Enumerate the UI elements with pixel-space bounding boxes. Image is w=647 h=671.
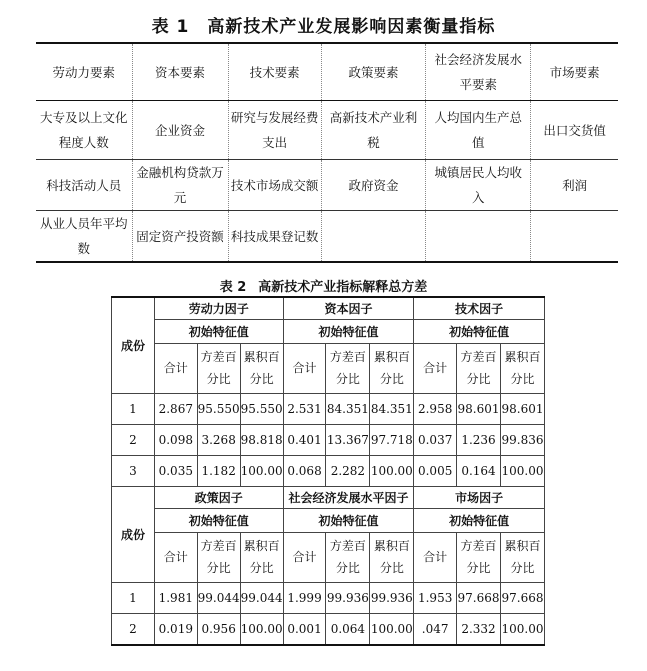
table1-header-cell: 技术要素 <box>228 43 321 101</box>
sub-header: 方差百分比 <box>326 532 370 582</box>
table2-subheader-row <box>112 532 545 582</box>
table1-title: 高新技术产业发展影响因素衡量指标 <box>207 17 496 37</box>
factor-header: 技术因子 <box>414 297 545 319</box>
table1 <box>36 42 618 263</box>
table2-cell: 0.037 <box>414 424 457 455</box>
factor-header: 劳动力因子 <box>154 297 283 319</box>
table1-caption <box>0 12 647 37</box>
table2-cell: 3.268 <box>197 424 240 455</box>
table2-cell: 0.035 <box>154 455 197 486</box>
table1-cell: 科技成果登记数 <box>228 211 321 263</box>
table1-cell: 出口交货值 <box>531 101 618 160</box>
table1-cell: 固定资产投资额 <box>132 211 228 263</box>
table1-number: 表 1 <box>151 17 190 37</box>
sub-header: 累积百分比 <box>370 343 414 393</box>
table2-cell: 1.236 <box>457 424 501 455</box>
table-row <box>36 160 618 211</box>
factor-header: 政策因子 <box>154 486 283 508</box>
table-row <box>36 211 618 263</box>
initial-eigen-header: 初始特征值 <box>154 319 283 343</box>
factor-header: 社会经济发展水平因子 <box>283 486 414 508</box>
table2-cell: 97.668 <box>500 582 544 613</box>
table1-cell: 政府资金 <box>321 160 426 211</box>
table2-cell: 1.981 <box>154 582 197 613</box>
table1-cell: 技术市场成交额 <box>228 160 321 211</box>
table2-cell: 1 <box>112 582 155 613</box>
sub-header: 合计 <box>154 343 197 393</box>
table2-cell: 0.064 <box>326 613 370 645</box>
table2-cell: 100.00 <box>500 613 544 645</box>
table1-header-row <box>36 43 618 101</box>
table1-header-cell: 市场要素 <box>531 43 618 101</box>
table1-cell <box>321 211 426 263</box>
table1-cell: 科技活动人员 <box>36 160 132 211</box>
table1-cell: 利润 <box>531 160 618 211</box>
component-label: 成份 <box>112 486 155 582</box>
table2-cell: 0.164 <box>457 455 501 486</box>
sub-header: 累积百分比 <box>240 532 283 582</box>
table2-subheader-row <box>112 343 545 393</box>
table-row <box>112 424 545 455</box>
table2-cell: 0.098 <box>154 424 197 455</box>
component-label: 成份 <box>112 297 155 393</box>
table2-cell: 100.00 <box>500 455 544 486</box>
sub-header: 累积百分比 <box>240 343 283 393</box>
table2-cell: 3 <box>112 455 155 486</box>
table2-cell: 99.936 <box>370 582 414 613</box>
table2-cell: 13.367 <box>326 424 370 455</box>
table2-cell: 1.999 <box>283 582 326 613</box>
initial-eigen-header: 初始特征值 <box>154 508 283 532</box>
table2-cell: 97.718 <box>370 424 414 455</box>
table2-cell: 100.00 <box>370 613 414 645</box>
table2-cell: .047 <box>414 613 457 645</box>
table2-factor-row <box>112 297 545 319</box>
table1-cell: 大专及以上文化程度人数 <box>36 101 132 160</box>
table2-cell: 100.00 <box>240 613 283 645</box>
table1-cell: 研究与发展经费支出 <box>228 101 321 160</box>
table-row <box>112 455 545 486</box>
table2-cell: 2.332 <box>457 613 501 645</box>
initial-eigen-header: 初始特征值 <box>283 508 414 532</box>
sub-header: 方差百分比 <box>197 343 240 393</box>
table2-cell: 0.956 <box>197 613 240 645</box>
table2-caption <box>0 276 647 295</box>
table1-cell <box>426 211 531 263</box>
sub-header: 累积百分比 <box>500 532 544 582</box>
table-row <box>112 393 545 424</box>
table2-cell: 98.601 <box>500 393 544 424</box>
factor-header: 资本因子 <box>283 297 414 319</box>
table2-cell: 1 <box>112 393 155 424</box>
sub-header: 合计 <box>154 532 197 582</box>
table1-cell: 城镇居民人均收入 <box>426 160 531 211</box>
table2-initial-row <box>112 508 545 532</box>
sub-header: 累积百分比 <box>370 532 414 582</box>
table2-cell: 0.401 <box>283 424 326 455</box>
table2-cell: 2 <box>112 613 155 645</box>
table-row <box>36 101 618 160</box>
table1-cell: 金融机构贷款万元 <box>132 160 228 211</box>
table2-cell: 0.005 <box>414 455 457 486</box>
table2-cell: 99.044 <box>197 582 240 613</box>
sub-header: 合计 <box>283 343 326 393</box>
sub-header: 方差百分比 <box>457 532 501 582</box>
table1-cell: 人均国内生产总值 <box>426 101 531 160</box>
table2-cell: 2.958 <box>414 393 457 424</box>
table-row <box>112 582 545 613</box>
sub-header: 合计 <box>414 343 457 393</box>
sub-header: 累积百分比 <box>500 343 544 393</box>
table1-header-cell: 劳动力要素 <box>36 43 132 101</box>
table2-cell: 99.044 <box>240 582 283 613</box>
table2-cell: 1.182 <box>197 455 240 486</box>
table2-cell: 95.550 <box>240 393 283 424</box>
table2-cell: 98.601 <box>457 393 501 424</box>
table1-cell: 从业人员年平均数 <box>36 211 132 263</box>
initial-eigen-header: 初始特征值 <box>414 508 545 532</box>
table1-cell <box>531 211 618 263</box>
table2-cell: 95.550 <box>197 393 240 424</box>
table2-number: 表 2 <box>219 280 247 295</box>
table2-cell: 2.282 <box>326 455 370 486</box>
initial-eigen-header: 初始特征值 <box>283 319 414 343</box>
sub-header: 方差百分比 <box>326 343 370 393</box>
table1-cell: 企业资金 <box>132 101 228 160</box>
sub-header: 方差百分比 <box>457 343 501 393</box>
table2-cell: 98.818 <box>240 424 283 455</box>
table1-header-cell: 资本要素 <box>132 43 228 101</box>
sub-header: 方差百分比 <box>197 532 240 582</box>
table2-cell: 100.00 <box>370 455 414 486</box>
initial-eigen-header: 初始特征值 <box>414 319 545 343</box>
sub-header: 合计 <box>283 532 326 582</box>
table2-cell: 100.00 <box>240 455 283 486</box>
table2-cell: 99.836 <box>500 424 544 455</box>
table1-header-cell: 政策要素 <box>321 43 426 101</box>
sub-header: 合计 <box>414 532 457 582</box>
table2-cell: 99.936 <box>326 582 370 613</box>
table2-cell: 2.867 <box>154 393 197 424</box>
table2-factor-row <box>112 486 545 508</box>
table2-cell: 84.351 <box>326 393 370 424</box>
table2-cell: 84.351 <box>370 393 414 424</box>
table2-initial-row <box>112 319 545 343</box>
table1-header-cell: 社会经济发展水平要素 <box>426 43 531 101</box>
table2-cell: 1.953 <box>414 582 457 613</box>
table2-cell: 2.531 <box>283 393 326 424</box>
table2-cell: 0.019 <box>154 613 197 645</box>
table2-cell: 0.068 <box>283 455 326 486</box>
factor-header: 市场因子 <box>414 486 545 508</box>
table1-cell: 高新技术产业利税 <box>321 101 426 160</box>
table2-title: 高新技术产业指标解释总方差 <box>258 280 428 295</box>
table2-cell: 0.001 <box>283 613 326 645</box>
table2-cell: 2 <box>112 424 155 455</box>
table-row <box>112 613 545 645</box>
table2 <box>111 296 545 646</box>
table2-cell: 97.668 <box>457 582 501 613</box>
